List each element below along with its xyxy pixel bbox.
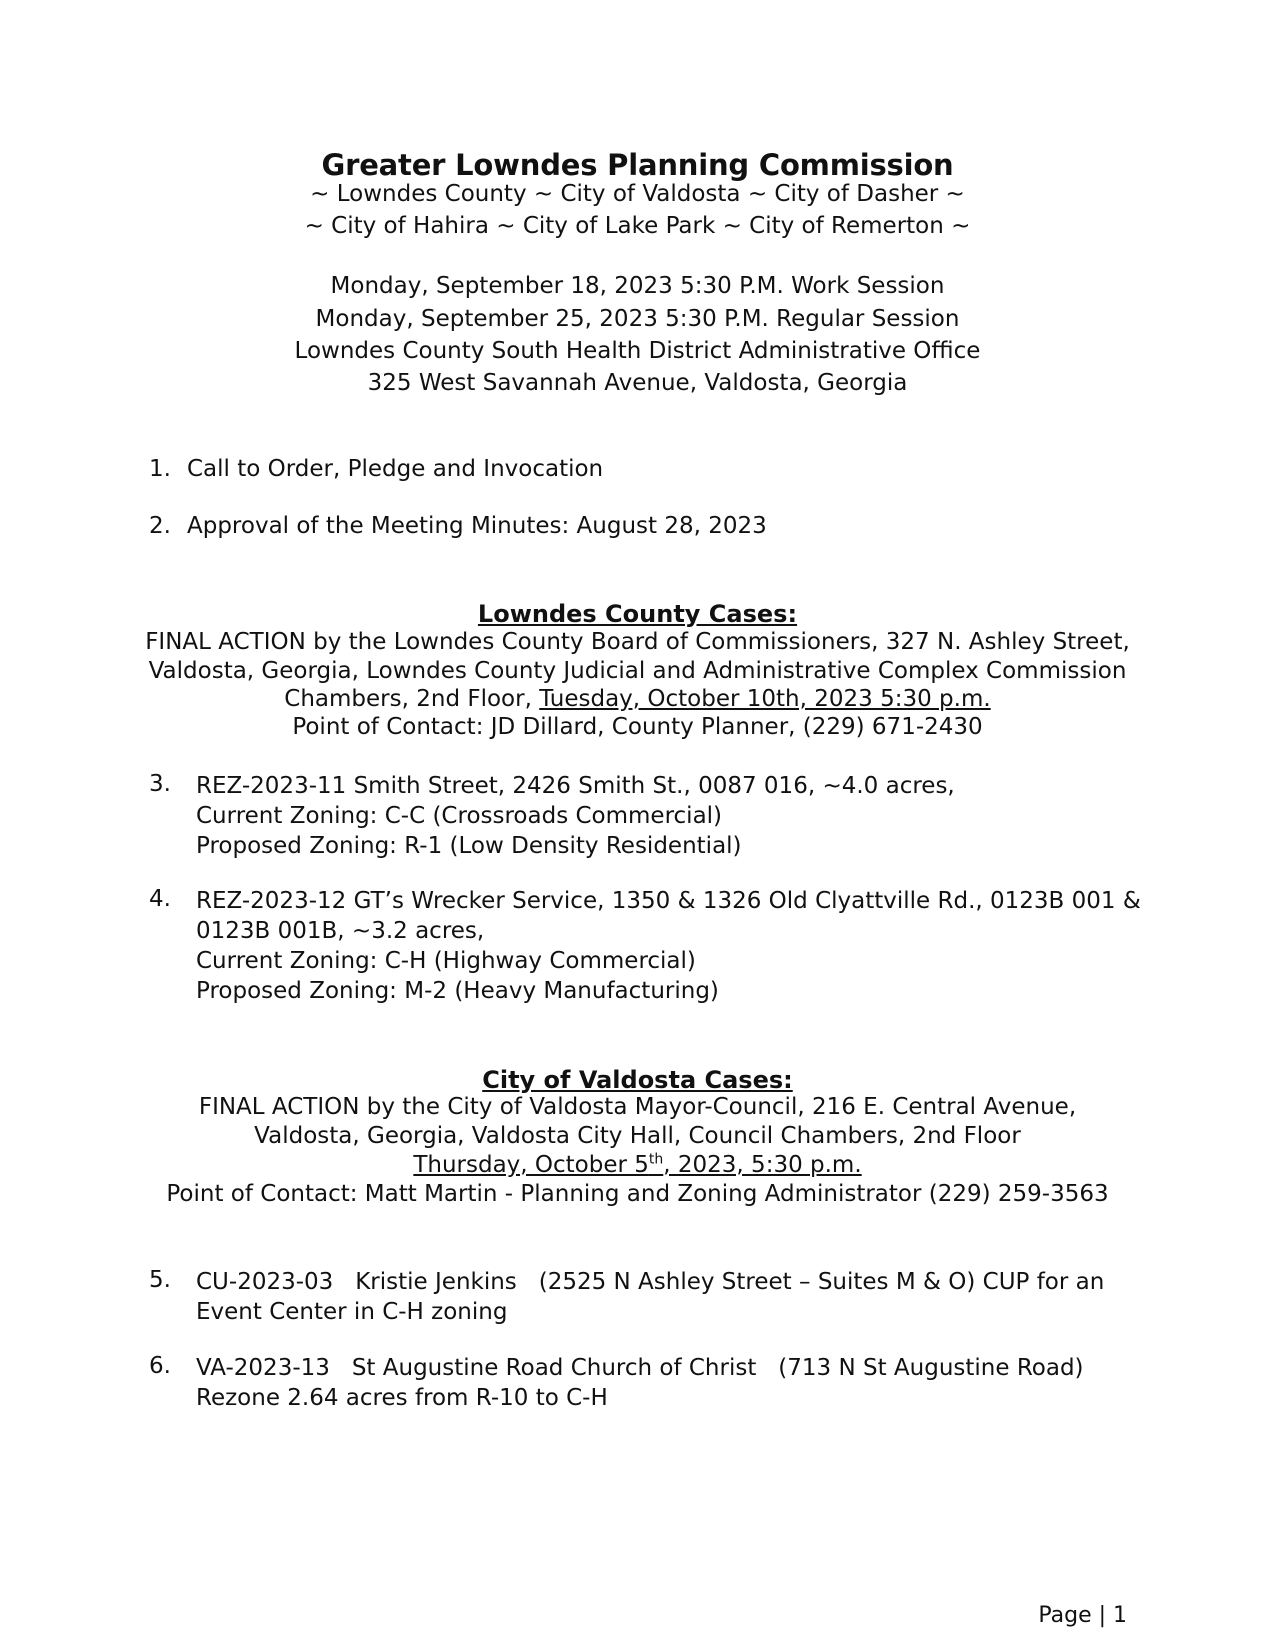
valdosta-point-of-contact: Point of Contact: Matt Martin - Planning and Zoning Administrator (229) 259-3563 — [166, 1181, 1109, 1207]
lowndes-meeting-date: Tuesday, October 10th, 2023 5:30 p.m. — [539, 686, 991, 712]
work-session-date: Monday, September 18, 2023 5:30 P.M. Work Session — [330, 273, 945, 299]
case-line: 0123B 001B, ~3.2 acres, — [196, 918, 485, 944]
case-line: Current Zoning: C-C (Crossroads Commercial) — [196, 803, 723, 829]
valdosta-date-prefix: Thursday, October 5 — [413, 1152, 649, 1178]
valdosta-date-text — [413, 1152, 861, 1178]
agenda-item-number: 2. — [149, 513, 171, 539]
valdosta-final-action-line-1: FINAL ACTION by the City of Valdosta Mayor-Council, 216 E. Central Avenue, — [198, 1094, 1077, 1120]
case-line: Event Center in C-H zoning — [196, 1299, 508, 1325]
case-line: VA-2023-13 St Augustine Road Church of Christ (713 N St Augustine Road) — [196, 1355, 1084, 1381]
case-line: Proposed Zoning: M-2 (Heavy Manufacturing) — [196, 978, 719, 1004]
page-title: Greater Lowndes Planning Commission — [321, 148, 954, 182]
case-number: 4. — [149, 886, 171, 912]
page-number: Page | 1 — [1038, 1603, 1127, 1628]
valdosta-date-suffix-sup: th — [648, 1151, 664, 1168]
case-line: Current Zoning: C-H (Highway Commercial) — [196, 948, 696, 974]
case-number: 5. — [149, 1267, 171, 1293]
case-number: 3. — [149, 771, 171, 797]
jurisdictions-line-2: ~ City of Hahira ~ City of Lake Park ~ City of Remerton ~ — [304, 213, 971, 239]
lowndes-final-action-line-1: FINAL ACTION by the Lowndes County Board of Commissioners, 327 N. Ashley Street, — [145, 629, 1130, 655]
case-details — [196, 1353, 1084, 1413]
agenda-item-text: Call to Order, Pledge and Invocation — [187, 456, 604, 482]
meeting-venue: Lowndes County South Health District Administrative Office — [294, 338, 981, 364]
case-details — [196, 771, 955, 861]
valdosta-final-action-line-2: Valdosta, Georgia, Valdosta City Hall, Council Chambers, 2nd Floor — [254, 1123, 1021, 1149]
valdosta-meeting-date — [0, 1152, 1275, 1178]
jurisdictions-line-1: ~ Lowndes County ~ City of Valdosta ~ City of Dasher ~ — [310, 181, 965, 207]
case-details — [196, 1267, 1104, 1327]
lowndes-final-action-line-3 — [0, 686, 1275, 712]
agenda-item-text: Approval of the Meeting Minutes: August 28, 2023 — [187, 513, 767, 539]
lowndes-section-heading: Lowndes County Cases: — [477, 600, 798, 628]
case-line: REZ-2023-11 Smith Street, 2426 Smith St., 0087 016, ~4.0 acres, — [196, 773, 955, 799]
lowndes-point-of-contact: Point of Contact: JD Dillard, County Planner, (229) 671-2430 — [292, 714, 983, 740]
case-number: 6. — [149, 1353, 171, 1379]
regular-session-date: Monday, September 25, 2023 5:30 P.M. Regular Session — [315, 306, 960, 332]
valdosta-section-heading: City of Valdosta Cases: — [482, 1066, 793, 1094]
agenda-item-number: 1. — [149, 456, 171, 482]
case-details — [196, 886, 1141, 1006]
meeting-address: 325 West Savannah Avenue, Valdosta, Georgia — [367, 370, 908, 396]
case-line: Proposed Zoning: R-1 (Low Density Residential) — [196, 833, 742, 859]
case-line: REZ-2023-12 GT’s Wrecker Service, 1350 & 1326 Old Clyattville Rd., 0123B 001 & — [196, 888, 1141, 914]
valdosta-date-suffix: , 2023, 5:30 p.m. — [663, 1152, 862, 1178]
case-line: Rezone 2.64 acres from R-10 to C-H — [196, 1385, 608, 1411]
lowndes-chambers-text: Chambers, 2nd Floor, — [284, 686, 540, 712]
lowndes-final-action-line-2: Valdosta, Georgia, Lowndes County Judicial and Administrative Complex Commission — [148, 658, 1127, 684]
case-line: CU-2023-03 Kristie Jenkins (2525 N Ashley Street – Suites M & O) CUP for an — [196, 1269, 1105, 1295]
